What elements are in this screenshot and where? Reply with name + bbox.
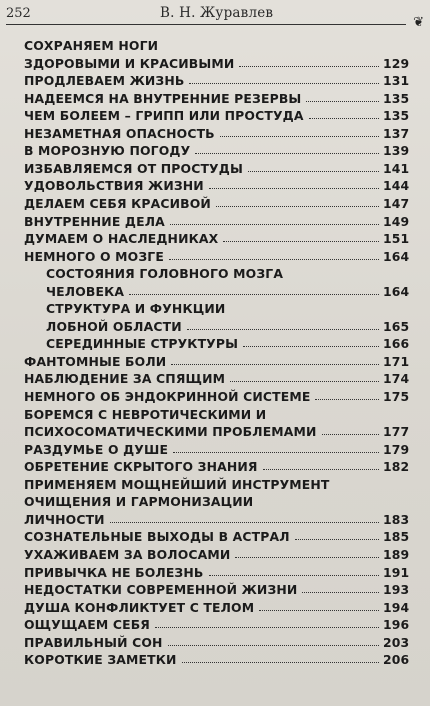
- toc-line: [24, 633, 410, 650]
- toc-entry-title: ФАНТОМНЫЕ БОЛИ: [24, 353, 167, 369]
- toc-entry-title: ДУША КОНФЛИКТУЕТ С ТЕЛОМ: [24, 599, 255, 615]
- dot-leader: [315, 399, 379, 400]
- toc-entry-title: ПСИХОСОМАТИЧЕСКИМИ ПРОБЛЕМАМИ: [24, 424, 317, 440]
- dot-leader: [168, 645, 379, 646]
- toc-entry-title: СОЗНАТЕЛЬНЫЕ ВЫХОДЫ В АСТРАЛ: [24, 529, 290, 545]
- dot-leader: [170, 224, 379, 225]
- toc-page-number: 135: [383, 108, 410, 124]
- toc-entry-title: НЕЗАМЕТНАЯ ОПАСНОСТЬ: [24, 125, 215, 141]
- toc-page-number: 206: [383, 652, 410, 668]
- toc-entry-title: ПРИМЕНЯЕМ МОЩНЕЙШИЙ ИНСТРУМЕНТ: [24, 476, 330, 492]
- toc-page-number: 129: [383, 55, 410, 71]
- toc-entry-title: ЛИЧНОСТИ: [24, 511, 105, 527]
- dot-leader: [309, 118, 379, 119]
- toc-entry-title: НАБЛЮДЕНИЕ ЗА СПЯЩИМ: [24, 371, 226, 387]
- toc-line: [24, 563, 410, 580]
- toc-line: [24, 212, 410, 229]
- toc-entry-title: В МОРОЗНУЮ ПОГОДУ: [24, 143, 191, 159]
- dot-leader: [209, 575, 380, 576]
- dot-leader: [263, 469, 379, 470]
- toc-page-number: 151: [383, 231, 410, 247]
- dot-leader: [173, 452, 379, 453]
- dot-leader: [169, 259, 379, 260]
- dot-leader: [129, 294, 379, 295]
- toc-entry-title: ЧЕМ БОЛЕЕМ – ГРИПП ИЛИ ПРОСТУДА: [24, 108, 304, 124]
- page-header: [6, 4, 426, 30]
- dot-leader: [220, 136, 379, 137]
- dot-leader: [243, 346, 379, 347]
- toc-entry-title: ПРОДЛЕВАЕМ ЖИЗНЬ: [24, 73, 185, 89]
- dot-leader: [239, 66, 379, 67]
- dot-leader: [235, 557, 379, 558]
- toc-page-number: 144: [383, 178, 410, 194]
- toc-line: [24, 615, 410, 633]
- dot-leader: [230, 381, 379, 382]
- toc-page-number: 139: [383, 143, 410, 159]
- toc-entry-title: СОХРАНЯЕМ НОГИ: [24, 38, 159, 53]
- toc-line: [24, 89, 410, 106]
- toc-line: [24, 580, 410, 598]
- toc-page-number: 175: [383, 389, 410, 404]
- toc-page-number: 171: [383, 353, 410, 369]
- toc-page-number: 203: [383, 634, 410, 650]
- toc-line: [24, 527, 410, 545]
- toc-page-number: 193: [383, 582, 410, 598]
- dot-leader: [216, 206, 379, 207]
- dot-leader: [322, 434, 379, 435]
- toc-entry-title: ЗДОРОВЫМИ И КРАСИВЫМИ: [24, 55, 235, 71]
- toc-entry-title: ИЗБАВЛЯЕМСЯ ОТ ПРОСТУДЫ: [24, 160, 243, 176]
- dot-leader: [295, 539, 379, 540]
- toc-line: [24, 352, 410, 369]
- toc-entry-title: КОРОТКИЕ ЗАМЕТКИ: [24, 652, 177, 668]
- toc-page-number: 194: [383, 599, 410, 615]
- dot-leader: [155, 627, 379, 628]
- toc-line: [24, 176, 410, 194]
- toc-entry-title: НЕМНОГО ОБ ЭНДОКРИННОЙ СИСТЕМЕ: [24, 389, 311, 404]
- toc-entry-title: ПРАВИЛЬНЫЙ СОН: [24, 634, 163, 650]
- toc-entry-title: ОЧИЩЕНИЯ И ГАРМОНИЗАЦИИ: [24, 494, 254, 510]
- toc-page-number: 174: [383, 371, 410, 387]
- toc-line: [24, 194, 410, 211]
- toc-entry-title: ЛОБНОЙ ОБЛАСТИ: [46, 318, 182, 334]
- toc-line: [24, 422, 410, 440]
- toc-line: [46, 264, 407, 281]
- toc-page-number: 164: [383, 248, 410, 264]
- toc-page-number: 179: [383, 441, 410, 457]
- toc-page-number: 135: [383, 90, 410, 106]
- dot-leader: [182, 662, 379, 663]
- toc-line: [24, 159, 410, 176]
- toc-page-number: 182: [383, 459, 410, 475]
- toc-page-number: 185: [383, 529, 410, 545]
- toc-line: [24, 229, 410, 247]
- toc-line: [24, 405, 407, 422]
- toc-line: [24, 650, 410, 668]
- toc-page-number: 183: [383, 511, 410, 527]
- toc-entry-title: РАЗДУМЬЕ О ДУШЕ: [24, 441, 169, 457]
- toc-line: [24, 369, 410, 387]
- toc-line: [24, 71, 410, 89]
- toc-line: [24, 247, 410, 264]
- toc-entry-title: ОБРЕТЕНИЕ СКРЫТОГО ЗНАНИЯ: [24, 459, 258, 475]
- toc-page-number: 166: [383, 336, 410, 352]
- toc-line: [24, 124, 410, 141]
- fleuron-icon: ❦: [413, 15, 424, 30]
- toc-entry-title: НЕДОСТАТКИ СОВРЕМЕННОЙ ЖИЗНИ: [24, 582, 298, 598]
- toc-line: [46, 282, 410, 299]
- toc-entry-title: УХАЖИВАЕМ ЗА ВОЛОСАМИ: [24, 546, 231, 562]
- toc-line: [24, 387, 410, 404]
- dot-leader: [189, 83, 379, 84]
- toc-entry-title: СЕРЕДИННЫЕ СТРУКТУРЫ: [46, 336, 239, 352]
- toc-line: [24, 492, 407, 509]
- dot-leader: [306, 101, 379, 102]
- toc-line: [24, 440, 410, 457]
- toc-page-number: 189: [383, 546, 410, 562]
- dot-leader: [302, 592, 379, 593]
- toc-entry-title: ЧЕЛОВЕКА: [46, 283, 125, 299]
- page-number: 252: [6, 6, 31, 21]
- toc-entry-title: ДУМАЕМ О НАСЛЕДНИКАХ: [24, 231, 219, 247]
- dot-leader: [259, 610, 379, 611]
- toc-page-number: 191: [383, 564, 410, 580]
- toc-page-number: 165: [383, 318, 410, 334]
- toc-page-number: 141: [383, 160, 410, 176]
- running-head: В. Н. Журавлев: [160, 5, 274, 21]
- dot-leader: [110, 522, 379, 523]
- toc-entry-title: СТРУКТУРА И ФУНКЦИИ: [46, 301, 226, 317]
- dot-leader: [187, 329, 379, 330]
- dot-leader: [223, 241, 379, 242]
- toc-line: [24, 545, 410, 562]
- toc-page-number: 137: [383, 125, 410, 141]
- toc-entry-title: ДЕЛАЕМ СЕБЯ КРАСИВОЙ: [24, 195, 211, 211]
- toc-line: [24, 106, 410, 124]
- toc-page-number: 177: [383, 424, 410, 440]
- dot-leader: [209, 188, 379, 189]
- toc-entry-title: ВНУТРЕННИЕ ДЕЛА: [24, 213, 165, 229]
- toc-entry-title: НЕМНОГО О МОЗГЕ: [24, 248, 164, 264]
- toc-entry-title: ПРИВЫЧКА НЕ БОЛЕЗНЬ: [24, 564, 204, 580]
- toc-page-number: 164: [383, 283, 410, 299]
- toc-line: [24, 457, 410, 475]
- toc-page-number: 196: [383, 617, 410, 633]
- toc-line: [46, 317, 410, 334]
- toc-line: [46, 299, 407, 316]
- toc-page-number: 147: [383, 195, 410, 211]
- toc-entry-title: УДОВОЛЬСТВИЯ ЖИЗНИ: [24, 178, 204, 194]
- dot-leader: [171, 364, 379, 365]
- toc-line: [24, 598, 410, 615]
- header-rule: [6, 24, 406, 25]
- toc-page-number: 149: [383, 213, 410, 229]
- toc-entry-title: НАДЕЕМСЯ НА ВНУТРЕННИЕ РЕЗЕРВЫ: [24, 90, 302, 106]
- toc-line: [24, 510, 410, 527]
- dot-leader: [248, 171, 379, 172]
- toc-entry-title: ОЩУЩАЕМ СЕБЯ: [24, 617, 150, 633]
- toc-line: [24, 475, 407, 492]
- toc-line: [24, 54, 410, 71]
- toc-page-number: 131: [383, 73, 410, 89]
- toc-line: [24, 141, 410, 159]
- toc-entry-title: БОРЕМСЯ С НЕВРОТИЧЕСКИМИ И: [24, 406, 267, 422]
- toc-entry-title: СОСТОЯНИЯ ГОЛОВНОГО МОЗГА: [46, 266, 284, 282]
- toc-line: [24, 36, 407, 53]
- toc-line: [46, 334, 410, 352]
- dot-leader: [195, 153, 379, 154]
